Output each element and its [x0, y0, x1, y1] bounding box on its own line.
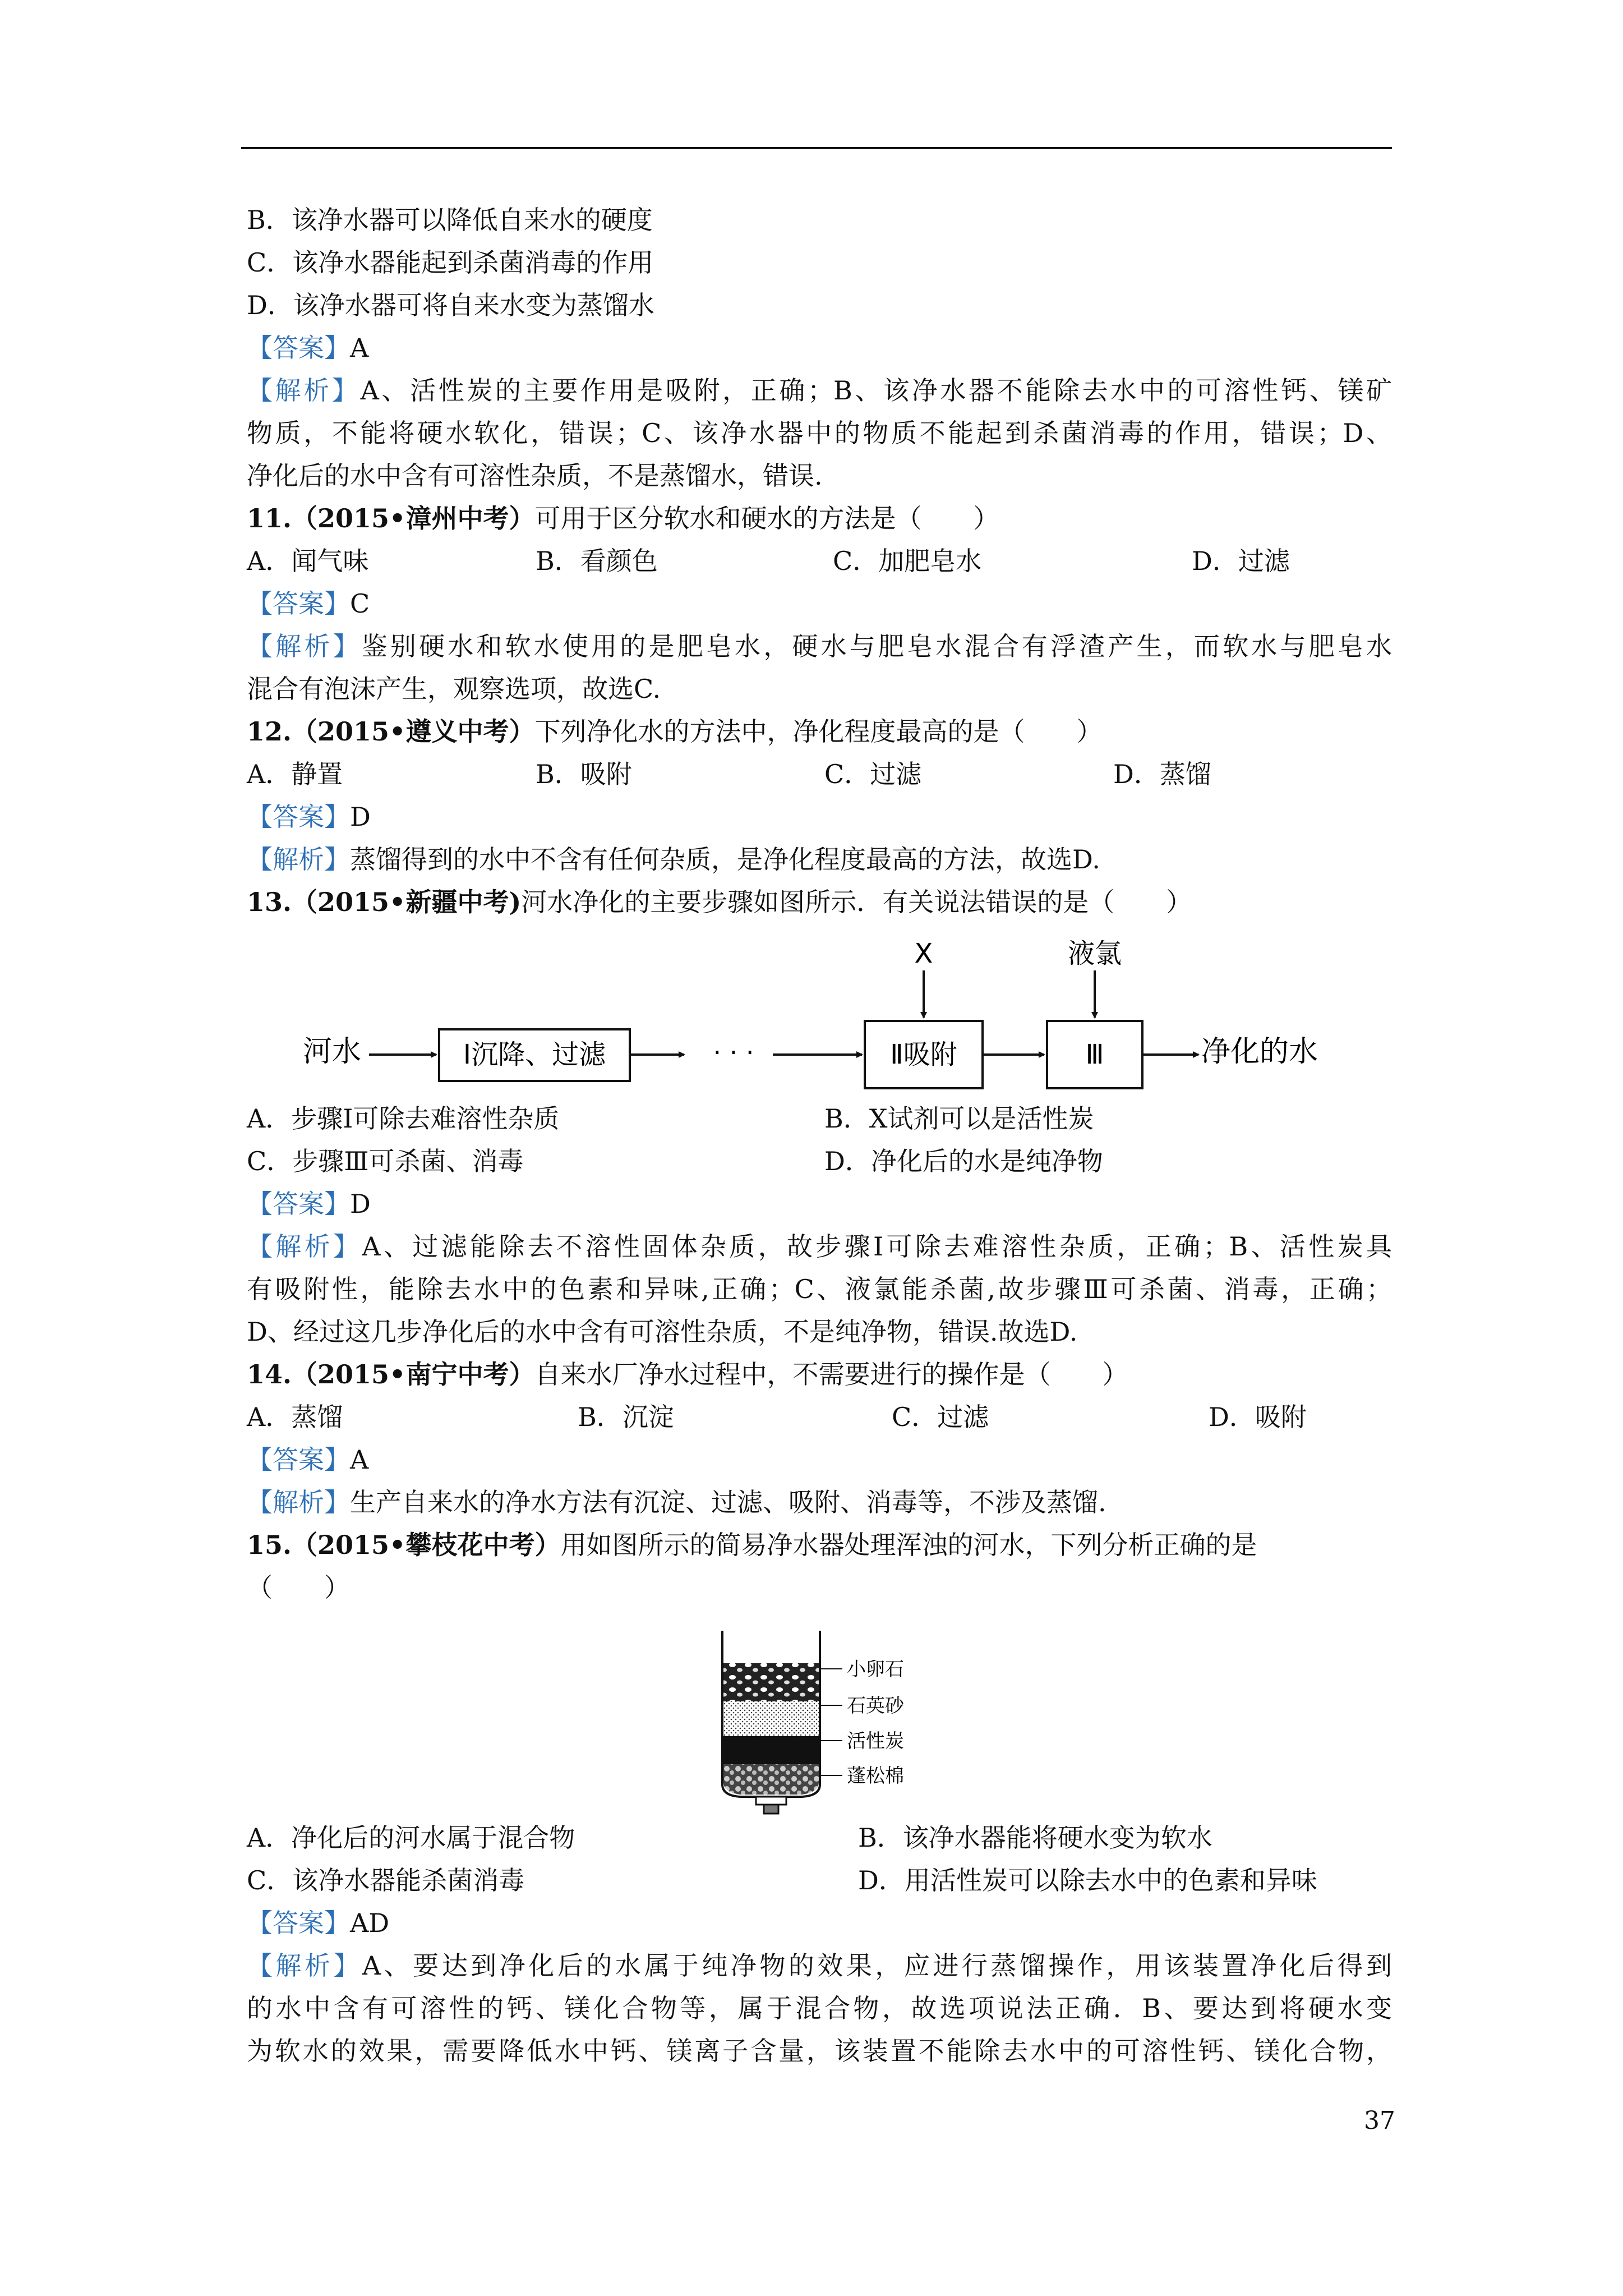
q12-option-c: C．过滤 [824, 759, 922, 789]
q14-option-c: C．过滤 [892, 1402, 989, 1432]
question-text: 河水净化的主要步骤如图所示．有关说法错误的是（ ） [521, 887, 1192, 917]
answer-value: AD [350, 1908, 390, 1938]
q10-analysis-line-1 [247, 373, 1392, 408]
question-text: 用如图所示的简易净水器处理浑浊的河水，下列分析正确的是 [560, 1530, 1257, 1560]
analysis-tag: 【解析】 [247, 631, 362, 661]
q10-analysis-line-2: 物质，不能将硬水软化，错误；C、该净水器中的物质不能起到杀菌消毒的作用，错误；D、 [247, 418, 1392, 448]
question-text: 自来水厂净水过程中，不需要进行的操作是（ ） [534, 1359, 1128, 1389]
question-source: （2015•遵义中考） [292, 716, 535, 747]
q10-option-b: B．该净水器可以降低自来水的硬度 [247, 205, 653, 235]
flow-step2-label: Ⅱ吸附 [890, 1039, 957, 1070]
question-source: （2015•攀枝花中考） [292, 1530, 561, 1560]
question-number: 11. [247, 503, 292, 533]
analysis-text: 鉴别硬水和软水使用的是肥皂水，硬水与肥皂水混合有浮渣产生，而软水与肥皂水 [361, 631, 1393, 661]
q10-answer [247, 330, 368, 365]
cotton-layer [723, 1764, 819, 1795]
header-rule [241, 147, 1392, 149]
q13-option-d: D．净化后的水是纯净物 [824, 1146, 1103, 1176]
analysis-text: 生产自来水的净水方法有沉淀、过滤、吸附、消毒等，不涉及蒸馏. [350, 1487, 1106, 1517]
question-text: 可用于区分软水和硬水的方法是（ ） [534, 503, 999, 533]
answer-value: A [350, 1444, 369, 1475]
outlet-nozzle [764, 1805, 778, 1814]
q12-stem [247, 714, 1102, 749]
question-number: 12. [247, 716, 292, 747]
question-text: 下列净化水的方法中，净化程度最高的是（ ） [534, 716, 1103, 747]
q13-stem [247, 885, 1192, 919]
question-number: 15. [247, 1530, 292, 1560]
q13-analysis-line-2: 有吸附性，能除去水中的色素和异味,正确；C、液氯能杀菌,故步骤Ⅲ可杀菌、消毒，正确； [247, 1274, 1392, 1304]
q11-analysis-line-1 [247, 629, 1392, 664]
analysis-text: 蒸馏得到的水中不含有任何杂质，是净化程度最高的方法，故选D. [350, 844, 1100, 875]
question-source: （2015•漳州中考） [292, 503, 535, 533]
q11-option-d: D．过滤 [1192, 546, 1290, 576]
label-pebbles: 小卵石 [847, 1658, 904, 1681]
q11-answer [247, 586, 370, 621]
q15-stem [247, 1527, 1257, 1562]
analysis-tag: 【解析】 [247, 844, 350, 875]
answer-tag: 【答案】 [247, 1189, 350, 1219]
q13-option-a: A．步骤Ⅰ可除去难溶性杂质 [247, 1103, 560, 1134]
q10-analysis-line-3: 净化后的水中含有可溶性杂质，不是蒸馏水，错误. [247, 461, 823, 491]
q15-analysis-line-2: 的水中含有可溶性的钙、镁化合物等，属于混合物，故选项说法正确．B、要达到将硬水变 [247, 1993, 1392, 2023]
analysis-text: A、活性炭的主要作用是吸附，正确；B、该净水器不能除去水中的可溶性钙、镁矿 [360, 375, 1392, 406]
answer-value: C [350, 588, 370, 619]
q11-option-c: C．加肥皂水 [833, 546, 982, 576]
flow-output-label: 净化的水 [1201, 1035, 1318, 1069]
q12-option-a: A．静置 [247, 759, 343, 789]
q14-option-a: A．蒸馏 [247, 1402, 343, 1432]
q15-analysis-line-1 [247, 1948, 1392, 1983]
q12-option-d: D．蒸馏 [1113, 759, 1211, 789]
q13-analysis-line-3: D、经过这几步净化后的水中含有可溶性杂质，不是纯净物，错误.故选D. [247, 1317, 1078, 1347]
simple-water-filter-diagram [712, 1624, 970, 1815]
analysis-tag: 【解析】 [247, 1231, 362, 1262]
analysis-tag: 【解析】 [247, 375, 361, 406]
q10-option-c: C．该净水器能起到杀菌消毒的作用 [247, 247, 654, 278]
q13-option-b: B．X试剂可以是活性炭 [824, 1103, 1094, 1134]
question-source: （2015•新疆中考) [292, 887, 522, 917]
activated-carbon-layer [723, 1736, 819, 1764]
flow-reagent-chlorine: 液氯 [1067, 938, 1122, 969]
flow-step3-label: Ⅲ [1085, 1039, 1104, 1070]
q15-analysis-line-3: 为软水的效果，需要降低水中钙、镁离子含量，该装置不能除去水中的可溶性钙、镁化合物， [247, 2036, 1392, 2066]
q14-option-b: B．沉淀 [578, 1402, 674, 1432]
answer-value: A [350, 333, 369, 363]
q14-option-d: D．吸附 [1209, 1402, 1307, 1432]
analysis-tag: 【解析】 [247, 1487, 350, 1517]
q15-option-c: C．该净水器能杀菌消毒 [247, 1865, 525, 1895]
answer-tag: 【答案】 [247, 588, 350, 619]
q11-analysis-line-2: 混合有泡沫产生，观察选项，故选C. [247, 674, 661, 704]
analysis-text: A、过滤能除去不溶性固体杂质，故步骤Ⅰ可除去难溶性杂质，正确；B、活性炭具 [362, 1231, 1392, 1262]
q12-answer [247, 799, 371, 834]
q12-analysis [247, 842, 1100, 877]
q15-option-d: D．用活性炭可以除去水中的色素和异味 [858, 1865, 1317, 1895]
answer-tag: 【答案】 [247, 802, 350, 832]
q13-answer [247, 1186, 371, 1221]
answer-tag: 【答案】 [247, 1908, 350, 1938]
question-source: （2015•南宁中考） [292, 1359, 535, 1389]
answer-value: D [350, 1189, 371, 1219]
question-number: 13. [247, 887, 292, 917]
flow-ellipsis: · · · [713, 1037, 754, 1068]
question-number: 14. [247, 1359, 292, 1389]
analysis-text: A、要达到净化后的水属于纯净物的效果，应进行蒸馏操作，用该装置净化后得到 [362, 1950, 1392, 1981]
flow-river-label: 河水 [303, 1035, 362, 1069]
q13-analysis-line-1 [247, 1229, 1392, 1264]
analysis-tag: 【解析】 [247, 1950, 363, 1981]
q11-option-a: A．闻气味 [247, 546, 369, 576]
answer-tag: 【答案】 [247, 1444, 350, 1475]
quartz-sand-layer [723, 1701, 819, 1736]
q15-option-a: A．净化后的河水属于混合物 [247, 1823, 575, 1853]
q13-option-c: C．步骤Ⅲ可杀菌、消毒 [247, 1146, 524, 1176]
q14-analysis [247, 1485, 1106, 1520]
label-cotton: 蓬松棉 [847, 1765, 904, 1787]
q11-stem [247, 501, 999, 536]
flow-step1-label: Ⅰ沉降、过滤 [463, 1039, 606, 1070]
q10-option-d: D．该净水器可将自来水变为蒸馏水 [247, 290, 654, 320]
q12-option-b: B．吸附 [536, 759, 632, 789]
label-activated-carbon: 活性炭 [847, 1730, 904, 1752]
page-number: 37 [1364, 2106, 1395, 2135]
q15-stem-line-2: （ ） [247, 1572, 350, 1603]
water-purification-flow-diagram [303, 931, 1368, 1099]
answer-value: D [350, 802, 371, 832]
answer-tag: 【答案】 [247, 333, 350, 363]
label-quartz-sand: 石英砂 [847, 1695, 904, 1717]
pebble-layer [723, 1663, 819, 1701]
q14-answer [247, 1442, 368, 1477]
q11-option-b: B．看颜色 [536, 546, 658, 576]
q14-stem [247, 1357, 1128, 1392]
q15-answer [247, 1906, 389, 1940]
q15-option-b: B．该净水器能将硬水变为软水 [858, 1823, 1212, 1853]
outlet-cap [756, 1797, 786, 1805]
flow-reagent-x: X [914, 938, 933, 969]
